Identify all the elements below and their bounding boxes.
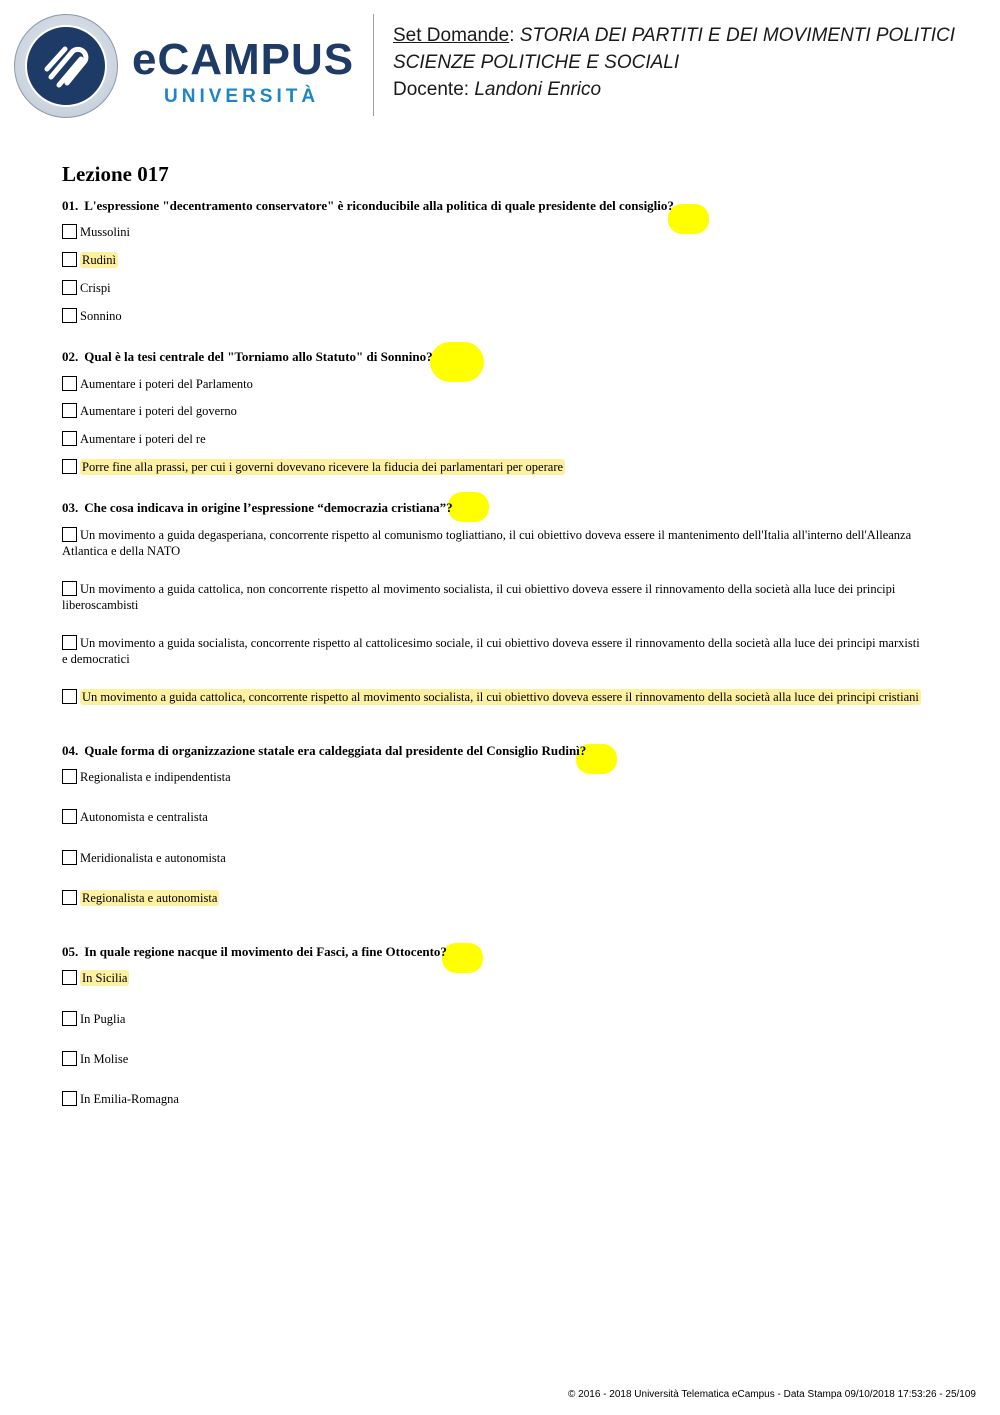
checkbox[interactable]: [62, 280, 77, 295]
option-5-2[interactable]: [62, 1011, 125, 1027]
checkbox[interactable]: [62, 1051, 77, 1066]
question-1: [62, 198, 674, 214]
checkbox[interactable]: [62, 1091, 77, 1106]
question-text: In quale regione nacque il movimento dei Fasci, a fine Ottocento?: [84, 944, 447, 959]
checkbox[interactable]: [62, 689, 77, 704]
option-4-2[interactable]: [62, 809, 208, 825]
question-number: 04.: [62, 743, 79, 758]
highlight-mark: [442, 943, 483, 973]
checkbox[interactable]: [62, 252, 77, 267]
option-label: Regionalista e indipendentista: [80, 770, 231, 784]
option-3-2[interactable]: [62, 581, 922, 613]
option-1-4[interactable]: [62, 308, 122, 324]
option-5-1[interactable]: [62, 970, 129, 986]
option-label-correct: Regionalista e autonomista: [82, 891, 218, 905]
highlight-mark: [668, 204, 709, 234]
checkbox[interactable]: [62, 376, 77, 391]
highlight-mark: [430, 342, 484, 382]
lesson-title: Lezione 017: [62, 162, 169, 186]
teacher-label: Docente:: [393, 79, 475, 100]
question-number: 02.: [62, 349, 79, 364]
question-4: [62, 743, 586, 759]
set-label: Set Domande: [393, 25, 510, 46]
option-label: In Emilia-Romagna: [80, 1092, 179, 1106]
teacher-name: Landoni Enrico: [474, 79, 602, 100]
option-3-1[interactable]: [62, 527, 922, 559]
checkbox[interactable]: [62, 403, 77, 418]
option-5-4[interactable]: [62, 1091, 179, 1107]
set-line: [393, 22, 955, 49]
checkbox[interactable]: [62, 308, 77, 323]
option-2-1[interactable]: [62, 376, 253, 392]
ecampus-logo: [14, 14, 359, 118]
option-1-2[interactable]: [62, 252, 118, 268]
option-label: Crispi: [80, 281, 111, 295]
question-text: Quale forma di organizzazione statale era caldeggiata dal presidente del Consiglio Rudinì?: [84, 743, 587, 758]
option-label: Mussolini: [80, 225, 131, 239]
option-label: Un movimento a guida socialista, concorrente rispetto al cattolicesimo sociale, il cui obiettivo doveva essere il rinnovamento della società alla luce dei principi marxisti e democratici: [62, 636, 920, 666]
option-3-4[interactable]: [62, 689, 921, 705]
option-label-correct: In Sicilia: [82, 971, 128, 985]
set-separator: :: [509, 25, 520, 46]
option-1-1[interactable]: [62, 224, 130, 240]
header-info: [393, 22, 955, 103]
checkbox[interactable]: [62, 224, 77, 239]
option-4-4[interactable]: [62, 890, 219, 906]
question-text: Che cosa indicava in origine l’espressione “democrazia cristiana”?: [84, 500, 453, 515]
option-label: Aumentare i poteri del governo: [80, 404, 237, 418]
option-4-3[interactable]: [62, 850, 226, 866]
option-label: Aumentare i poteri del Parlamento: [80, 377, 253, 391]
option-label: Autonomista e centralista: [80, 810, 208, 824]
option-label: Un movimento a guida cattolica, non concorrente rispetto al movimento socialista, il cui obiettivo doveva essere il rinnovamento della società alla luce dei principi liberoscambisti: [62, 582, 896, 612]
question-3: [62, 500, 453, 516]
option-label: In Puglia: [80, 1012, 126, 1026]
option-label: Meridionalista e autonomista: [80, 851, 226, 865]
checkbox[interactable]: [62, 809, 77, 824]
checkbox[interactable]: [62, 850, 77, 865]
option-1-3[interactable]: [62, 280, 111, 296]
checkbox[interactable]: [62, 769, 77, 784]
checkbox[interactable]: [62, 581, 77, 596]
option-label: In Molise: [80, 1052, 129, 1066]
header-divider: [373, 14, 374, 116]
question-number: 01.: [62, 198, 79, 213]
question-text: Qual è la tesi centrale del "Torniamo allo Statuto" di Sonnino?: [84, 349, 433, 364]
question-2: [62, 349, 433, 365]
logo-emblem-icon: [14, 14, 118, 118]
option-label-correct: Rudinì: [82, 253, 117, 267]
option-2-2[interactable]: [62, 403, 237, 419]
option-2-4[interactable]: [62, 459, 565, 475]
option-2-3[interactable]: [62, 431, 206, 447]
highlight-mark: [448, 492, 489, 522]
option-4-1[interactable]: [62, 769, 231, 785]
logo-brand-text: eCAMPUS: [132, 35, 355, 84]
checkbox[interactable]: [62, 527, 77, 542]
option-3-3[interactable]: [62, 635, 922, 667]
teacher-line: [393, 76, 955, 103]
checkbox[interactable]: [62, 1011, 77, 1026]
option-label-correct: Un movimento a guida cattolica, concorrente rispetto al movimento socialista, il cui obiettivo doveva essere il rinnovamento della società alla luce dei principi cristiani: [82, 690, 919, 704]
question-5: [62, 944, 447, 960]
logo-sub-text: UNIVERSITÀ: [164, 86, 320, 107]
checkbox[interactable]: [62, 431, 77, 446]
option-label: Sonnino: [80, 309, 122, 323]
option-5-3[interactable]: [62, 1051, 128, 1067]
course-department: SCIENZE POLITICHE E SOCIALI: [393, 52, 680, 73]
checkbox[interactable]: [62, 890, 77, 905]
checkbox[interactable]: [62, 635, 77, 650]
question-text: L'espressione "decentramento conservatore" è riconducibile alla politica di quale presidente del consiglio?: [84, 198, 674, 213]
page-footer: © 2016 - 2018 Università Telematica eCampus - Data Stampa 09/10/2018 17:53:26 - 25/109: [568, 1389, 976, 1400]
option-label-correct: Porre fine alla prassi, per cui i governi dovevano ricevere la fiducia dei parlamentari per operare: [82, 460, 564, 474]
course-title: STORIA DEI PARTITI E DEI MOVIMENTI POLITICI: [519, 25, 956, 46]
option-label: Aumentare i poteri del re: [80, 432, 206, 446]
question-number: 03.: [62, 500, 79, 515]
checkbox[interactable]: [62, 970, 77, 985]
checkbox[interactable]: [62, 459, 77, 474]
option-label: Un movimento a guida degasperiana, concorrente rispetto al comunismo togliattiano, il cui obiettivo doveva essere il mantenimento dell'Italia all'interno dell'Alleanza Atlantica e della NATO: [62, 528, 912, 558]
question-number: 05.: [62, 944, 79, 959]
